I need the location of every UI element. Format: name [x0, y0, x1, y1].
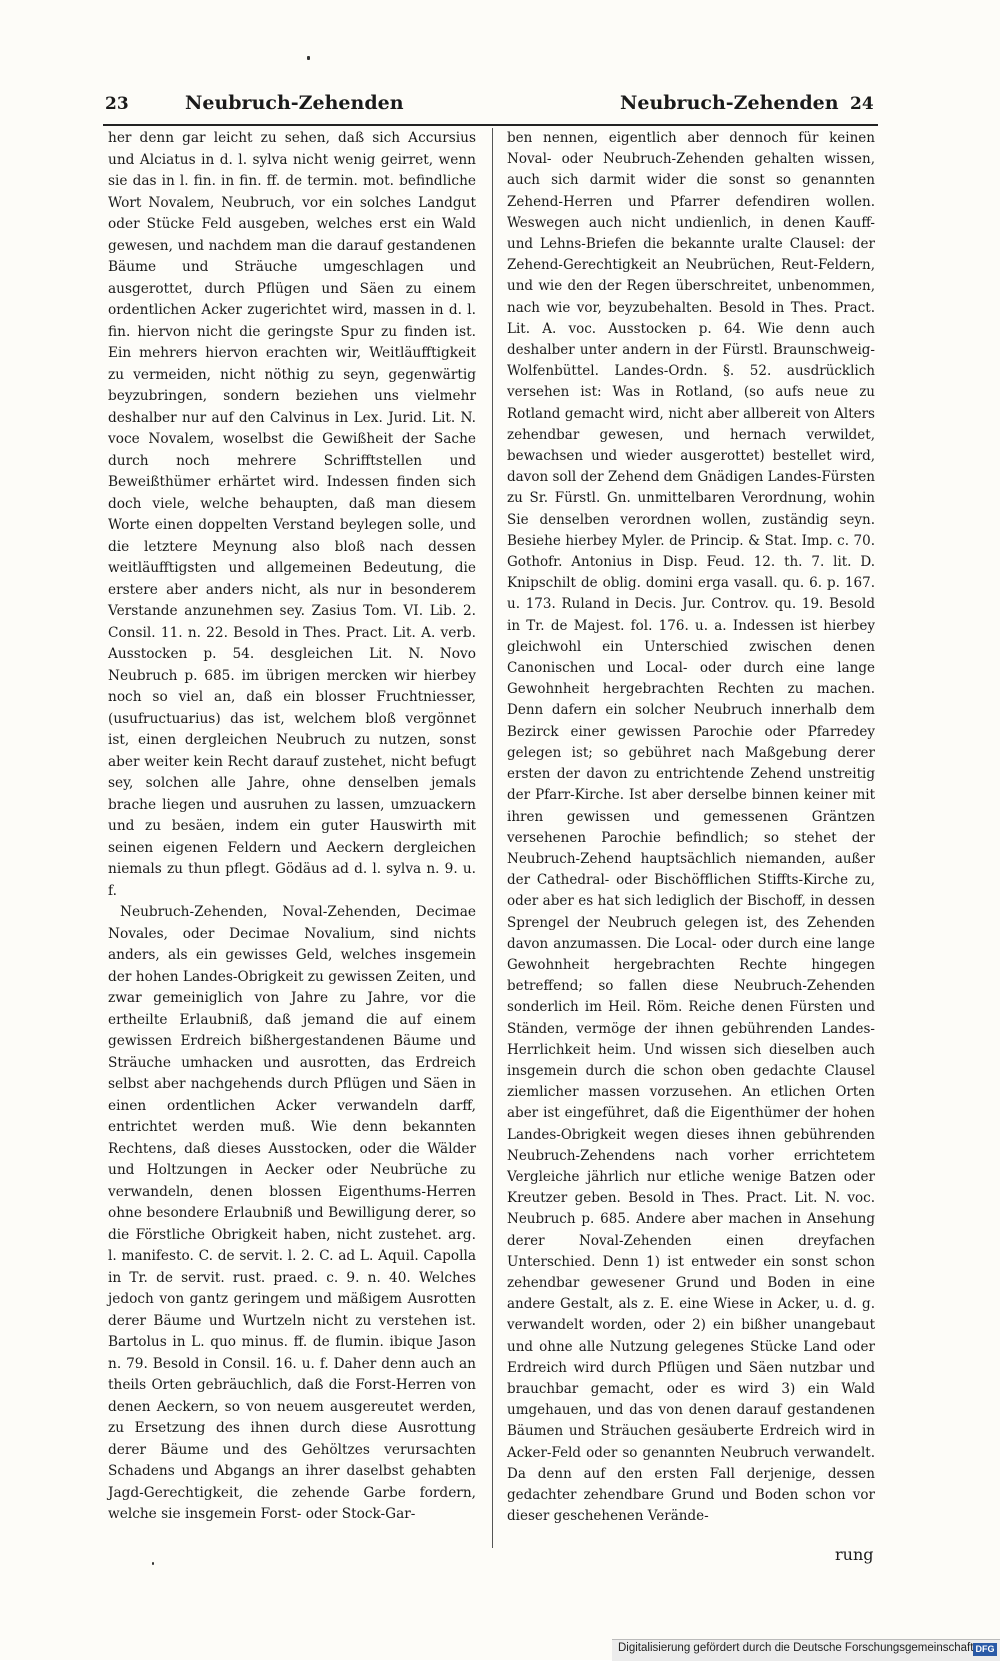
page-number-right: 24 — [850, 94, 874, 114]
running-title-left: Neubruch-Zehenden — [185, 92, 404, 114]
digitization-footer — [612, 1639, 1000, 1661]
left-paragraph-1: her denn gar leicht zu sehen, daß sich Accursius und Alciatus in d. l. sylva nicht wenig geirret, wenn sie das in l. fin. in fin. ff. de termin. mot. befindliche Wort Novalem, Neubruch, vor ein solches Landgut oder Stücke Feld ausgeben, welches erst ein Wald gewesen, und nachdem man die darauf gestandenen Bäume und Sträuche umgeschlagen und ausgerottet, durch Pflügen und Säen zu einem ordentlichen Acker zugerichtet wird, massen in d. l. fin. hiervon nicht die geringste Spur zu finden ist. Ein mehrers hiervon erachten wir, Weitläufftigkeit zu vermeiden, nicht nöthig zu seyn, gegenwärtig beyzubringen, sondern beziehen uns vielmehr deshalber nur auf den Calvinus in Lex. Jurid. Lit. N. voce Novalem, woselbst die Gewißheit der Sache durch noch mehrere Schrifftstellen und Beweißthümer erhärtet wird. Indessen finden sich doch viele, welche behaupten, daß man diesem Worte einen doppelten Verstand beylegen solle, und die letztere Meynung also bloß nach dessen weitläufftigsten und allgemeinen Bedeutung, die erstere aber anders nicht, als nur in besonderem Verstande anzunehmen sey. Zasius Tom. VI. Lib. 2. Consil. 11. n. 22. Besold in Thes. Pract. Lit. A. verb. Ausstocken p. 54. desgleichen Lit. N. Novo Neubruch p. 685. im übrigen mercken wir hierbey noch so viel an, daß ein blosser Fruchtniesser, (usufructuarius) das ist, welchem bloß vergönnet ist, einen dergleichen Neubruch zu nutzen, sonst aber weiter kein Recht darauf zustehet, nicht befugt sey, solchen alle Jahre, ohne denselben jemals brache liegen und ausruhen zu lassen, umzuackern und zu besäen, indem ein guter Hauswirth mit seinen eigenen Feldern und Aeckern dergleichen niemals zu thun pflegt. Gödäus ad d. l. sylva n. 9. u. f. — [108, 130, 476, 899]
right-paragraph-1: ben nennen, eigentlich aber dennoch für keinen Noval- oder Neubruch-Zehenden gehalten wissen, auch sich darmit wider die sonst so genannten Zehend-Herren und Pfarrer defendiren wollen. Weswegen auch nicht undienlich, in denen Kauff- und Lehns-Briefen die bekannte uralte Clausel: der Zehend-Gerechtigkeit an Neubrüchen, Reut-Feldern, und wie den der Regen überschreitet, unbenommen, nach wie vor, beyzubehalten. Besold in Thes. Pract. Lit. A. voc. Ausstocken p. 64. Wie denn auch deshalber unter andern in der Fürstl. Braunschweig-Wolfenbüttel. Landes-Ordn. §. 52. ausdrücklich versehen ist: Was in Rotland, (so aufs neue zu Rotland gemacht wird, nicht aber allbereit von Alters zehendbar gewesen, und hernach verwildet, bewachsen und wieder ausgerottet) bestellet wird, davon soll der Zehend dem Gnädigen Landes-Fürsten zu Sr. Fürstl. Gn. unmittelbaren Verordnung, wohin Sie denselben verordnen wollen, zuständig seyn. Besiehe hierbey Myler. de Princip. & Stat. Imp. c. 70. Gothofr. Antonius in Disp. Feud. 12. th. 7. lit. D. Knipschilt de oblig. domini erga vasall. qu. 6. p. 167. u. 173. Ruland in Decis. Jur. Controv. qu. 19. Besold in Tr. de Majest. fol. 176. u. a. Indessen ist hierbey gleichwohl ein Unterschied zwischen denen Canonischen und Local- oder durch eine lange Gewohnheit hergebrachten Rechten zu machen. Denn dafern ein solcher Neubruch innerhalb dem Bezirck einer gewissen Parochie oder Pfarredey gelegen ist; so gebühret nach Maßgebung derer ersten der davon zu entrichtende Zehend unstreitig der Pfarr-Kirche. Ist aber derselbe binnen keiner mit ihren gewissen und gemessenen Gräntzen versehenen Parochie befindlich; so stehet der Neubruch-Zehend hauptsächlich niemanden, außer der Cathedral- oder Bischöfflichen Stiffts-Kirche zu, oder aber es hat sich lediglich der Bischoff, in dessen Sprengel der Neubruch gelegen ist, des Zehenden davon anzumassen. Die Local- oder durch eine lange Gewohnheit hergebrachten Rechte hingegen betreffend; so fallen diese Neubruch-Zehenden sonderlich im Heil. Röm. Reiche denen Fürsten und Ständen, vermöge der ihnen gebührenden Landes-Herrlichkeit heim. Und wissen sich dieselben auch insgemein durch die schon oben gedachte Clausel ziemlicher massen vorzusehen. An etlichen Orten aber ist eingeführet, daß die Eigenthümer der hohen Landes-Obrigkeit wegen dieses ihnen gebührenden Neubruch-Zehendens nach vorher errichtetem Vergleiche jährlich nur etliche wenige Batzen oder Kreutzer geben. Besold in Thes. Pract. Lit. N. voc. Neubruch p. 685. Andere aber machen in Ansehung derer Noval-Zehenden einen dreyfachen Unterschied. Denn 1) ist entweder ein sonst schon zehendbar gewesener Grund und Boden in eine andere Gestalt, als z. E. eine Wiese in Acker, u. d. g. verwandelt worden, oder 2) ein bißher unangebaut und ohne alle Nutzung gelegenes Stücke Land oder Erdreich wird durch Pflügen und Säen nutzbar und brauchbar gemacht, oder es wird 3) ein Wald umgehauen, und das von denen darauf gestandenen Bäumen und Sträuchen gesäuberte Erdreich wird in Acker-Feld oder so genannten Neubruch verwandelt. Da denn auf den ersten Fall derjenige, dessen gedachter zehendbare Grund und Boden schon vor dieser geschehenen Verände- — [507, 130, 875, 1525]
header-rule — [103, 124, 878, 126]
running-header — [105, 92, 874, 122]
left-column — [108, 128, 476, 1548]
print-speck — [152, 1562, 154, 1565]
print-speck — [307, 56, 310, 60]
right-column — [507, 128, 875, 1548]
page-number-left: 23 — [105, 94, 129, 114]
catchword: rung — [835, 1545, 874, 1564]
dfg-logo: DFG — [973, 1643, 997, 1656]
running-title-right: Neubruch-Zehenden — [620, 92, 839, 114]
left-paragraph-2: Neubruch-Zehenden, Noval-Zehenden, Decimae Novales, oder Decimae Novalium, sind nichts anders, als ein gewisses Geld, welches insgemein der hohen Landes-Obrigkeit zu gewissen Zeiten, und zwar gemeiniglich von Jahre zu Jahre, vor die ertheilte Erlaubniß, daß jemand die auf einem gewissen Erdreich bißhergestandenen Bäume und Sträuche umhacken und ausrotten, das Erdreich selbst aber nachgehends durch Pflügen und Säen in einen ordentlichen Acker verwandeln darff, entrichtet werden muß. Wie denn bekannten Rechtens, daß dieses Ausstocken, oder die Wälder und Holtzungen in Aecker oder Neubrüche zu verwandeln, denen blossen Eigenthums-Herren ohne besondere Erlaubniß und Bewilligung derer, so die Förstliche Obrigkeit haben, nicht zustehet. arg. l. manifesto. C. de servit. l. 2. C. ad L. Aquil. Capolla in Tr. de servit. rust. praed. c. 9. n. 40. Welches jedoch von gantz geringem und mäßigem Ausrotten derer Bäume und Wurtzeln nicht zu verstehen ist. Bartolus in L. quo minus. ff. de flumin. ibique Jason n. 79. Besold in Consil. 16. u. f. Daher denn auch an theils Orten gebräuchlich, daß die Forst-Herren von denen Aeckern, so von neuem ausgereutet werden, zu Ersetzung des ihnen durch diese Ausrottung derer Bäume und des Gehöltzes verursachten Schadens und Abgangs an ihrer daselbst gehabten Jagd-Gerechtigkeit, die zehende Garbe fordern, welche sie insgemein Forst- oder Stock-Gar- — [108, 904, 476, 1522]
footer-credit: Digitalisierung gefördert durch die Deutsche Forschungsgemeinschaft — [618, 1642, 974, 1654]
column-divider — [492, 128, 493, 1548]
